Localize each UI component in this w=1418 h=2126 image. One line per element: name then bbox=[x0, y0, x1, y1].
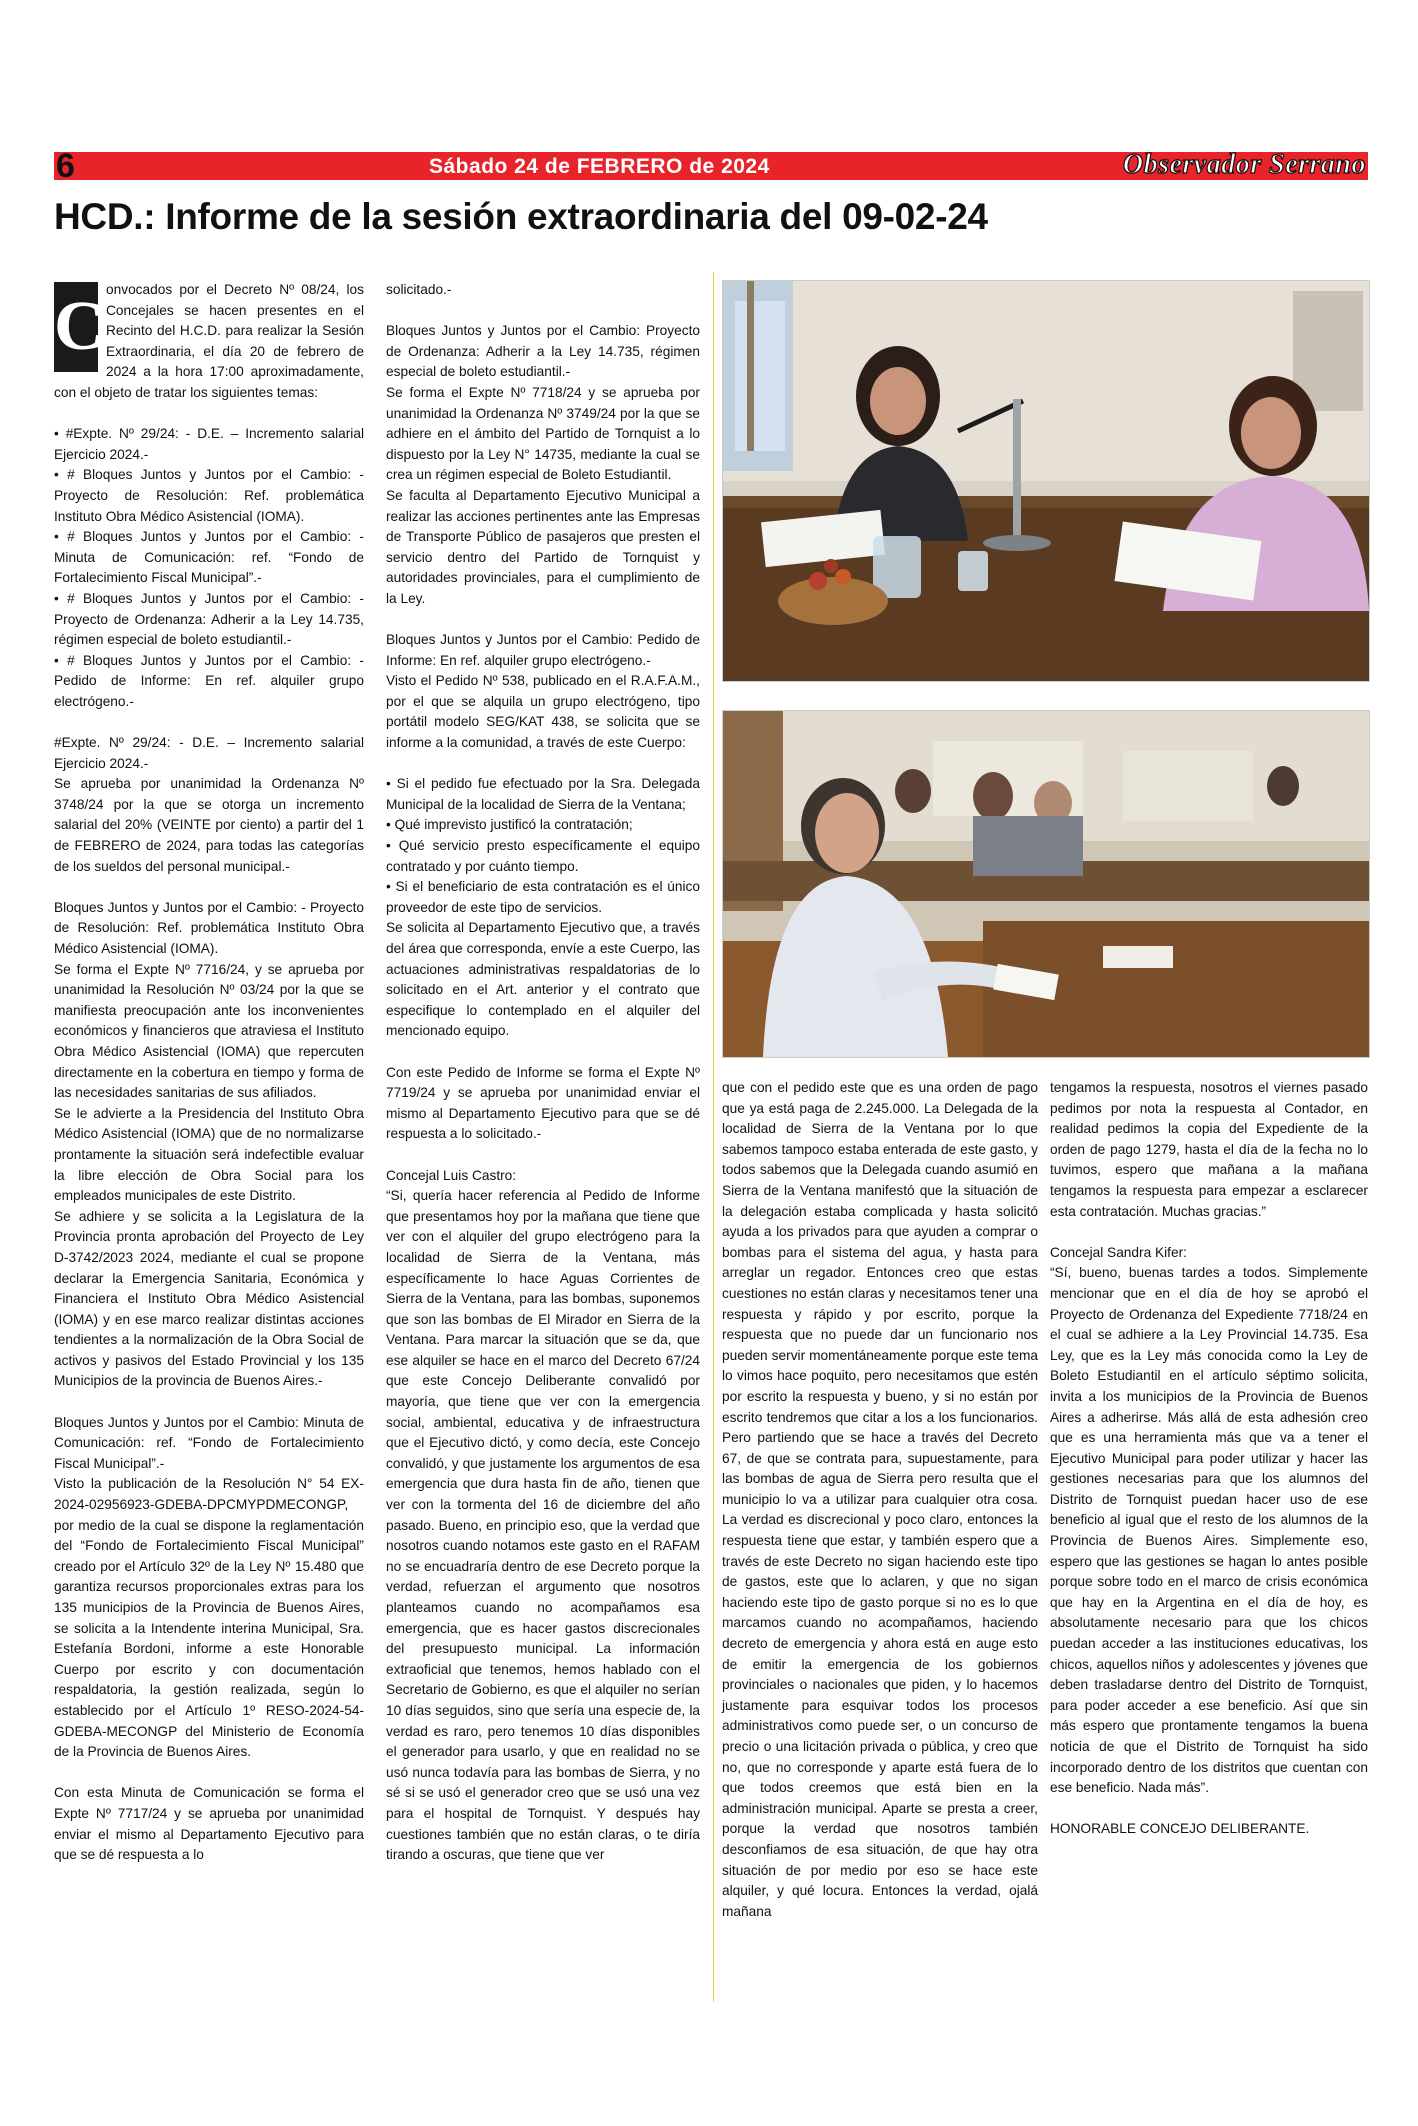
article-paragraph: Con este Pedido de Informe se forma el Expte Nº 7719/24 y se aprueba por unanimidad enviar el mismo al Departamento Ejecutivo para que se dé respuesta a lo solicitado.- bbox=[386, 1064, 700, 1142]
article-paragraph: Se forma el Expte Nº 7716/24, y se aprueba por unanimidad la Resolución Nº 03/24 por la que se manifiesta preocupación ante los inconvenientes económicos y financieros que atraviesa el Instituto Obra Médico Asistencial (IOMA) que repercuten directamente en la cobertura en tiempo y forma de las necesidades sanitarias de sus afiliados. bbox=[54, 961, 364, 1101]
article-paragraph: Bloques Juntos y Juntos por el Cambio: Minuta de Comunicación: ref. “Fondo de Fortalecimiento Fiscal Municipal”.- bbox=[54, 1414, 364, 1471]
article-column-3 bbox=[722, 1078, 1038, 1922]
article-paragraph: solicitado.- bbox=[386, 282, 452, 297]
masthead-logo: Observador Serrano bbox=[1122, 149, 1366, 180]
article-paragraph: Bloques Juntos y Juntos por el Cambio: - Proyecto de Resolución: Ref. problemática Instituto Obra Médico Asistencial (IOMA). bbox=[54, 899, 364, 956]
article-paragraph: Se le advierte a la Presidencia del Instituto Obra Médico Asistencial (IOMA) que de no normalizarse prontamente la situación será indefectible evaluar la libre elección de Obra Social para los empleados municipales de este Distrito. bbox=[54, 1105, 364, 1204]
article-paragraph: Visto la publicación de la Resolución N° 54 EX-2024-02956923-GDEBA-DPCMYPDMECONGP, por medio de la cual se dispone la reglamentación del “Fondo de Fortalecimiento Fiscal Municipal” creado por el Artículo 32º de la Ley Nº 15.480 que garantiza recursos proporcionales extras para los 135 municipios de la Provincia de Buenos Aires, se solicita a la Intendente interina Municipal, Sra. Estefanía Bordoni, informe a este Honorable Cuerpo por escrito y con documentación respaldatoria, la gestión realizada, según lo establecido por el Artículo 1º RESO-2024-54-GDEBA-MECONGP del Ministerio de Economía de la Provincia de Buenos Aires. bbox=[54, 1476, 364, 1760]
agenda-item: • #Expte. Nº 29/24: - D.E. – Incremento salarial Ejercicio 2024.- bbox=[54, 426, 364, 462]
agenda-item: • # Bloques Juntos y Juntos por el Cambio: - Proyecto de Ordenanza: Adherir a la Ley 14.735, régimen especial de boleto estudiantil.- bbox=[54, 590, 364, 648]
article-headline: HCD.: Informe de la sesión extraordinaria del 09-02-24 bbox=[54, 196, 988, 237]
agenda-item: • # Bloques Juntos y Juntos por el Cambio: - Minuta de Comunicación: ref. “Fondo de Fortalecimiento Fiscal Municipal”.- bbox=[54, 529, 364, 586]
bullet-item: • Qué servicio presto específicamente el equipo contratado y por cuánto tiempo. bbox=[386, 838, 700, 874]
session-photo-councilwomen bbox=[722, 280, 1370, 682]
article-column-4 bbox=[1050, 1078, 1368, 1840]
speech-quote-continued: tengamos la respuesta, nosotros el viernes pasado pedimos por nota la respuesta al Contador, en realidad pedimos la copia del Expediente de la orden de pago 1279, hasta el día de la fecha no lo tuvimos, espero que mañana a la mañana tengamos la respuesta para empezar a esclarecer esta contratación. Muchas gracias.” bbox=[1050, 1080, 1368, 1219]
article-paragraph: Se faculta al Departamento Ejecutivo Municipal a realizar las acciones pertinentes ante las Empresas de Transporte Público de pasajeros que presten el servicio dentro del Partido de Tornquist y autoridades provinciales, para el cumplimiento de la Ley. bbox=[386, 487, 700, 606]
issue-date: Sábado 24 de FEBRERO de 2024 bbox=[429, 155, 770, 178]
speech-quote: “Si, quería hacer referencia al Pedido de Informe que presentamos hoy por la mañana que tiene que ver con el alquiler del grupo electrógeno para la localidad de Sierra de la Ventana, más específicamente lo hace Aguas Corrientes de Sierra de la Ventana, para las bombas, suponemos que son las bombas de El Mirador en Sierra de la Ventana. Para marcar la situación que se da, que ese alquiler se hace en el marco del Decreto 67/24 que este Concejo Deliberante convalidó por mayoría, que tiene que ver con la emergencia social, ambiental, educativa y de infraestructura que el Ejecutivo dictó, y como decía, este Concejo convalidó, y que justamente los argumentos de esa emergencia que dura hasta fin de año, tienen que ver con la tormenta del 16 de diciembre del año pasado. Bueno, en principio eso, que la verdad que nosotros cuando notamos este gasto en el RAFAM no se encuadraría dentro de ese Decreto porque la verdad, refuerzan el argumento que nosotros planteamos cuando no acompañamos esa emergencia, que es hacer gastos discrecionales del presupuesto municipal. La información extraoficial que tenemos, hemos hablado con el Secretario de Gobierno, es que el alquiler no serían 10 días seguidos, sino que sería una especie de, la verdad es raro, pero tenemos 10 días disponibles el generador para usarlo, y que en realidad no se usó nunca todavía para las bombas de Sierra, y no sé si se usó el generador creo que se usó una vez para el hospital de Tornquist. Y después hay cuestiones también que no están claras, o te diría tirando a oscuras, que tiene que ver bbox=[386, 1188, 700, 1863]
photo-councilwomen-image bbox=[723, 281, 1369, 681]
bullet-item: • Si el beneficiario de esta contratación es el único proveedor de este tipo de servicios. bbox=[386, 879, 700, 915]
speaker-name: Concejal Sandra Kifer: bbox=[1050, 1244, 1187, 1260]
article-paragraph: #Expte. Nº 29/24: - D.E. – Incremento salarial Ejercicio 2024.- bbox=[54, 735, 364, 771]
page-header-bar bbox=[54, 147, 1368, 185]
column-divider bbox=[713, 272, 714, 2002]
article-paragraph: Bloques Juntos y Juntos por el Cambio: Proyecto de Ordenanza: Adherir a la Ley 14.735, régimen especial de boleto estudiantil.- bbox=[386, 323, 700, 380]
drop-cap: C bbox=[54, 282, 98, 372]
speaker-name: Concejal Luis Castro: bbox=[386, 1167, 517, 1183]
article-paragraph: Se forma el Expte Nº 7718/24 y se aprueba por unanimidad la Ordenanza Nº 3749/24 por la que se adhiere en el ámbito del Partido de Tornquist a lo dispuesto por la Ley N° 14735, mediante la cual se crea un régimen especial de Boleto Estudiantil. bbox=[386, 384, 700, 483]
photo-councilman-image bbox=[723, 711, 1369, 1057]
article-paragraph: Bloques Juntos y Juntos por el Cambio: Pedido de Informe: En ref. alquiler grupo electrógeno.- bbox=[386, 632, 700, 668]
speech-quote: “Sí, bueno, buenas tardes a todos. Simplemente mencionar que en el día de hoy se aprobó el Proyecto de Ordenanza del Expediente 7718/24 en el cual se adhiere a la Ley Provincial 14.735. Esa Ley, que es la Ley más conocida como la Ley de Boleto Estudiantil en el artículo séptimo solicita, invita a los municipios de la Provincia de Buenos Aires a adherirse. Más allá de esta adhesión creo que es una herramienta más que va a tener el Ejecutivo Municipal para poder utilizar y hacer las gestiones necesarias para que los alumnos del Distrito de Tornquist puedan hacer uso de ese beneficio al igual que el resto de los alumnos de la Provincia de Buenos Aires. Simplemente eso, espero que las gestiones se hagan lo antes posible porque sobre todo en el marco de crisis económica que hay en la Argentina en el día de hoy, es absolutamente necesario para que los chicos puedan acceder a las instituciones educativas, los chicos, aquellos niños y adolescentes y jóvenes que deben trasladarse dentro del Distrito de Tornquist, para poder acceder a ese beneficio. Así que sin más espero que prontamente tengamos la buena noticia de que el Distrito de Tornquist ha sido incorporado dentro de los distritos que cuentan con ese beneficio. Nada más”. bbox=[1050, 1265, 1368, 1796]
bullet-item: • Si el pedido fue efectuado por la Sra. Delegada Municipal de la localidad de Sierra de la Ventana; bbox=[386, 776, 700, 812]
speech-quote-continued: que con el pedido este que es una orden de pago que ya está paga de 2.245.000. La Delegada de la localidad de Sierra de la Ventana por lo que sabemos tampoco estaba enterada de este gasto, y todos sabemos que la Delegada cuando asumió en Sierra de la Ventana manifestó que la situación de la delegación estaba complicada y hasta solicitó ayuda a los privados para que ayuden a comprar o bombas para el sistema del agua, y hasta para arreglar un regador. Entonces creo que estas cuestiones no están claras y necesitamos tener una respuesta y rápido y por escrito, porque la respuesta que no puede dar un funcionario nos pueden servir momentáneamente porque este tema lo vimos hace poquito, pero necesitamos que estén por escrito la respuesta y bueno, y si no están por escrito tendremos que citar a los a los funcionarios. Pero partiendo que se hace a través del Decreto 67, de que se contrata para, supuestamente, para las bombas de agua de Sierra pero resulta que el municipio lo va a utilizar para cualquier otra cosa. La verdad es discrecional y poco claro, entonces la respuesta tiene que estar, y también espero que a través de este Decreto no sigan haciendo este tipo de gastos, este que lo aclaren, y que no sigan haciendo este tipo de gasto porque si no es lo que marcamos cuando no acompañamos, haciendo decreto de emergencia y ahora está en auge esto de emitir la emergencia de los gobiernos provinciales o nacionales que piden, y lo hacemos justamente para esquivar todos los procesos administrativos como puede ser, o un concurso de precio o una licitación privada o pública, y creo que no, que no corresponde y aparte está fuera de lo que todos creemos que está bien en la administración municipal. Aparte se presta a creer, porque la verdad que nosotros también desconfiamos de esa situación, de que hay otra situación de por medio por eso se hace este alquiler, y qué locura. Entonces la verdad, ojalá mañana bbox=[722, 1080, 1038, 1919]
agenda-item: • # Bloques Juntos y Juntos por el Cambio: - Pedido de Informe: En ref. alquiler grupo electrógeno.- bbox=[54, 652, 364, 709]
article-paragraph: Se aprueba por unanimidad la Ordenanza Nº 3748/24 por la que se otorga un incremento salarial del 20% (VEINTE por ciento) a partir del 1 de FEBRERO de 2024, para todas las categorías de los sueldos del personal municipal.- bbox=[54, 776, 364, 874]
article-paragraph: Se solicita al Departamento Ejecutivo que, a través del área que corresponda, envíe a este Cuerpo, las actuaciones administrativas respaldatorias de lo solicitado en el Art. anterior y el contrato que especifique lo contemplado en el alquiler del mencionado equipo. bbox=[386, 920, 700, 1039]
article-paragraph: Visto el Pedido Nº 538, publicado en el R.A.F.A.M., por el que se alquila un grupo electrógeno, tipo portátil modelo SEG/KAT 438, se solicita que se informe a la comunidad, a través de este Cuerpo: bbox=[386, 673, 700, 751]
session-photo-councilman bbox=[722, 710, 1370, 1058]
bullet-item: • Qué imprevisto justificó la contratación; bbox=[386, 817, 633, 833]
article-signature: HONORABLE CONCEJO DELIBERANTE. bbox=[1050, 1821, 1310, 1837]
article-paragraph: Se adhiere y se solicita a la Legislatura de la Provincia pronta aprobación del Proyecto de Ley D-3742/2023 2024, mediante el cual se propone declarar la Emergencia Sanitaria, Económica y Financiera el Instituto Obra Médico Asistencial (IOMA) y en ese marco realizar distintas acciones tendientes a la normalización de la Obra Social de activos y pasivos del Estado Provincial y los 135 Municipios de la provincia de Buenos Aires.- bbox=[54, 1208, 364, 1389]
article-column-2 bbox=[386, 280, 700, 1866]
page-number: 6 bbox=[56, 147, 75, 185]
agenda-item: • # Bloques Juntos y Juntos por el Cambio: - Proyecto de Resolución: Ref. problemática Instituto Obra Médico Asistencial (IOMA). bbox=[54, 467, 364, 524]
article-paragraph: Con esta Minuta de Comunicación se forma el Expte Nº 7717/24 y se aprueba por unanimidad enviar el mismo al Departamento Ejecutivo para que se dé respuesta a lo bbox=[54, 1785, 364, 1863]
article-column-1 bbox=[54, 280, 364, 1866]
article-intro: onvocados por el Decreto Nº 08/24, los Concejales se hacen presentes en el Recinto del H.C.D. para realizar la Sesión Extraordinaria, el día 20 de febrero de 2024 a la hora 17:00 aproximadamente, con el objeto de tratar los siguientes temas: bbox=[54, 282, 364, 400]
